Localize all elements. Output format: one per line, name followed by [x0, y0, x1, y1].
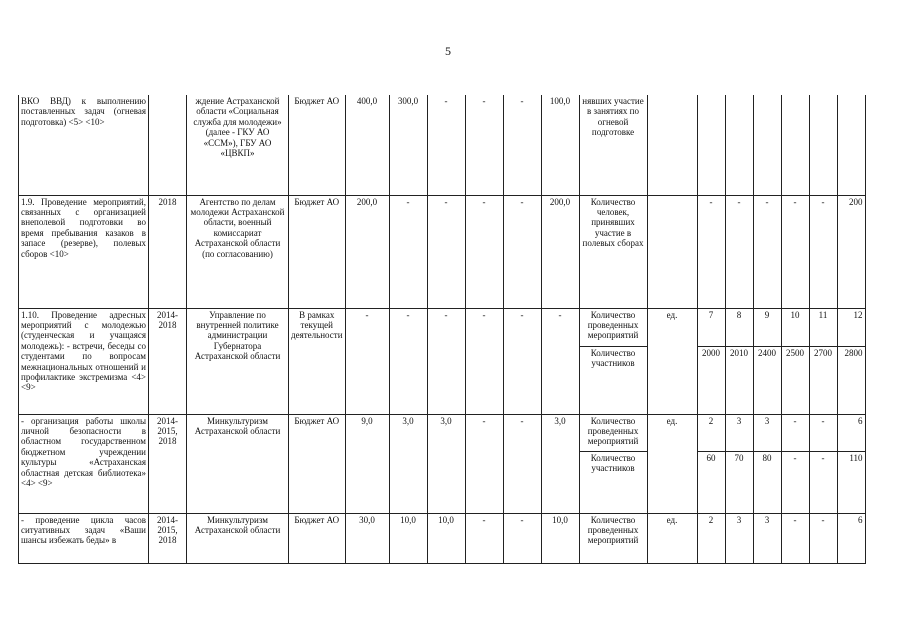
- indicator-unit: ед.: [647, 308, 697, 414]
- indicator-value: 2010: [725, 346, 753, 414]
- indicator-value: [837, 95, 865, 195]
- indicator-value: 2800: [837, 346, 865, 414]
- indicator-value: [753, 95, 781, 195]
- indicator-value: -: [753, 195, 781, 308]
- fin-2015: 10,0: [427, 513, 465, 563]
- indicator-value: 80: [753, 451, 781, 513]
- indicator-value: 9: [753, 308, 781, 346]
- indicator-value: [697, 95, 725, 195]
- indicator-value: 3: [725, 513, 753, 563]
- activity-executor: Минкультуризм Астраханской области: [187, 513, 289, 563]
- fin-2017: -: [503, 95, 541, 195]
- fin-2015: -: [427, 95, 465, 195]
- activity-executor: ждение Астраханской области «Социальная служба для молодежи» (далее - ГКУ АО «ССМ»), ГБУ АО «ЦВКП»: [187, 95, 289, 195]
- indicator-value: 6: [837, 513, 865, 563]
- funding-source: Бюджет АО: [289, 513, 346, 563]
- page-number: 5: [445, 44, 451, 58]
- fin-2017: -: [503, 414, 541, 513]
- indicator-value: -: [781, 195, 809, 308]
- indicator-value: 2400: [753, 346, 781, 414]
- indicator-value: -: [809, 195, 837, 308]
- table-row: [19, 95, 866, 195]
- indicator-value: -: [781, 451, 809, 513]
- activity-years: 2014-2018: [149, 308, 187, 414]
- indicator-value: -: [781, 414, 809, 451]
- indicator-name: Количество проведенных мероприятий: [579, 308, 647, 346]
- fin-2014: -: [389, 308, 427, 414]
- fin-total: 9,0: [345, 414, 389, 513]
- activity-name: 1.9. Проведение мероприятий, связанных с организацией внеполевой подготовки во время пребывания казаков в запасе (резерве), полевых сборов <10>: [19, 195, 149, 308]
- indicator-name: Количество проведенных мероприятий: [579, 513, 647, 563]
- fin-2018: 200,0: [541, 195, 579, 308]
- indicator-value: -: [697, 195, 725, 308]
- indicator-name: Количество участников: [579, 451, 647, 513]
- fin-total: 400,0: [345, 95, 389, 195]
- indicator-name: Количество человек, принявших участие в полевых сборах: [579, 195, 647, 308]
- funding-source: Бюджет АО: [289, 414, 346, 513]
- table-row: [19, 414, 866, 451]
- fin-total: 200,0: [345, 195, 389, 308]
- fin-2016: -: [465, 195, 503, 308]
- activity-years: 2014-2015, 2018: [149, 414, 187, 513]
- funding-source: Бюджет АО: [289, 95, 346, 195]
- fin-2014: 10,0: [389, 513, 427, 563]
- indicator-value: 3: [725, 414, 753, 451]
- fin-2017: -: [503, 195, 541, 308]
- indicator-value: 12: [837, 308, 865, 346]
- fin-2017: -: [503, 513, 541, 563]
- indicator-value: 10: [781, 308, 809, 346]
- fin-2015: 3,0: [427, 414, 465, 513]
- indicator-unit: [647, 95, 697, 195]
- fin-2018: 3,0: [541, 414, 579, 513]
- indicator-value: -: [725, 195, 753, 308]
- activity-name: ВКО ВВД) к выполнению поставленных задач (огневая подготовка) <5> <10>: [19, 95, 149, 195]
- indicator-unit: ед.: [647, 513, 697, 563]
- indicator-value: 6: [837, 414, 865, 451]
- indicator-value: 110: [837, 451, 865, 513]
- activity-name: - проведение цикла часов ситуативных задач «Ваши шансы избежать беды» в: [19, 513, 149, 563]
- indicator-value: -: [809, 414, 837, 451]
- indicator-unit: [647, 195, 697, 308]
- fin-2016: -: [465, 513, 503, 563]
- fin-2014: 300,0: [389, 95, 427, 195]
- indicator-value: [809, 95, 837, 195]
- fin-2015: -: [427, 308, 465, 414]
- fin-2017: -: [503, 308, 541, 414]
- indicator-name: Количество участников: [579, 346, 647, 414]
- fin-2018: 10,0: [541, 513, 579, 563]
- indicator-value: [781, 95, 809, 195]
- activity-years: [149, 95, 187, 195]
- indicator-name: Количество проведенных мероприятий: [579, 414, 647, 451]
- activity-years: 2014-2015, 2018: [149, 513, 187, 563]
- activity-executor: Минкультуризм Астраханской области: [187, 414, 289, 513]
- indicator-value: [725, 95, 753, 195]
- table-row: [19, 513, 866, 563]
- activity-name: 1.10. Проведение адресных мероприятий с молодежью (студенческая и учащаяся молодежь): - встречи, беседы со студентами по вопросам межнациональных отношений и профилактике экстремизма <4> <9>: [19, 308, 149, 414]
- indicator-value: 200: [837, 195, 865, 308]
- indicator-value: 2: [697, 414, 725, 451]
- fin-2016: -: [465, 308, 503, 414]
- activity-years: 2018: [149, 195, 187, 308]
- indicator-value: -: [809, 451, 837, 513]
- indicator-name: нявших участие в занятиях по огневой подготовке: [579, 95, 647, 195]
- indicator-value: 70: [725, 451, 753, 513]
- indicator-value: -: [809, 513, 837, 563]
- program-activities-table: [18, 95, 866, 564]
- indicator-value: 2: [697, 513, 725, 563]
- fin-2014: 3,0: [389, 414, 427, 513]
- indicator-value: 2500: [781, 346, 809, 414]
- table-row: [19, 195, 866, 308]
- activity-executor: Управление по внутренней политике администрации Губернатора Астраханской области: [187, 308, 289, 414]
- indicator-value: 2700: [809, 346, 837, 414]
- fin-total: 30,0: [345, 513, 389, 563]
- fin-2018: -: [541, 308, 579, 414]
- indicator-value: 11: [809, 308, 837, 346]
- indicator-value: 60: [697, 451, 725, 513]
- funding-source: В рамках текущей деятельности: [289, 308, 346, 414]
- indicator-value: 3: [753, 414, 781, 451]
- fin-2016: -: [465, 95, 503, 195]
- activity-executor: Агентство по делам молодежи Астраханской области, военный комиссариат Астраханской области (по согласованию): [187, 195, 289, 308]
- indicator-value: -: [781, 513, 809, 563]
- indicator-value: 2000: [697, 346, 725, 414]
- indicator-value: 8: [725, 308, 753, 346]
- fin-2016: -: [465, 414, 503, 513]
- fin-2014: -: [389, 195, 427, 308]
- table-row: [19, 308, 866, 346]
- fin-2015: -: [427, 195, 465, 308]
- indicator-value: 7: [697, 308, 725, 346]
- fin-2018: 100,0: [541, 95, 579, 195]
- activity-name: - организация работы школы личной безопасности в областном государственном бюджетном учреждении культуры «Астраханская областная детская библиотека» <4> <9>: [19, 414, 149, 513]
- indicator-value: 3: [753, 513, 781, 563]
- indicator-unit: ед.: [647, 414, 697, 513]
- funding-source: Бюджет АО: [289, 195, 346, 308]
- fin-total: -: [345, 308, 389, 414]
